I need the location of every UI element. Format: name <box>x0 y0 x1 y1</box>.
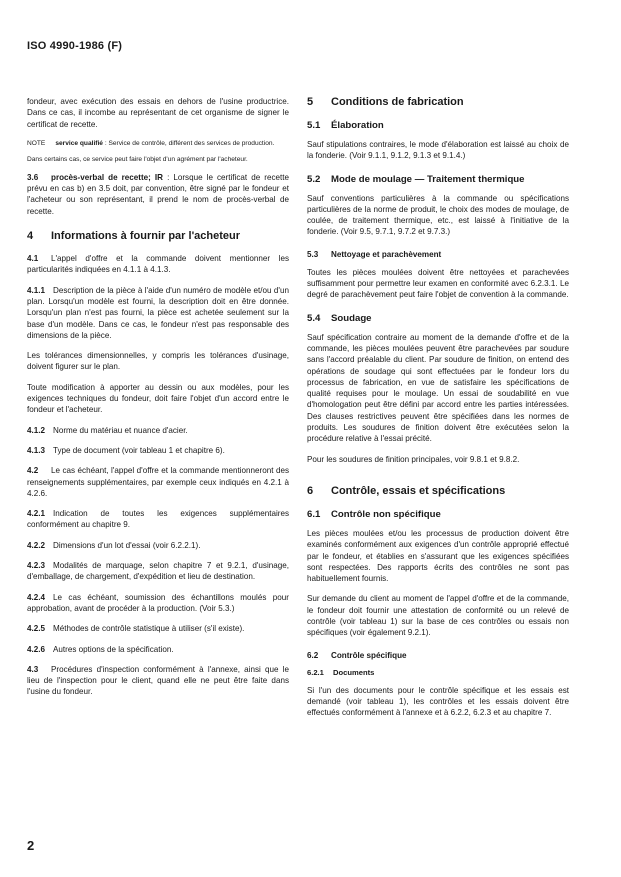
section-number: 6 <box>307 484 314 497</box>
right-column <box>307 96 569 728</box>
section-number: 5.1 <box>307 120 321 131</box>
clause-4-2-4 <box>27 592 289 615</box>
subsection-heading-5-3 <box>307 250 569 259</box>
paragraph-5-3: Toutes les pièces moulées doivent être nettoyées et parachevées suffisamment pour permettre leur examen en conformité avec 6.2.3.1. Le degré de parachèvement peut faire l'objet de convention à la commande. <box>307 267 569 300</box>
clause-text: Description de la pièce à l'aide d'un numéro de modèle et/ou d'un plan. Lorsqu'un modèle est fourni, la description doit en être donnée. Lorsqu'un plan n'est pas fourni, la pièce est achetée seulement sur la base d'un modèle. Dans ce cas, le fondeur n'est pas responsable des dimensions de la pièce. <box>27 285 289 340</box>
clause-text: Indication de toutes les exigences supplémentaires conformément au chapitre 9. <box>27 509 289 530</box>
note-term: service qualifié <box>55 139 103 147</box>
definition-text: : Lorsque le certificat de recette prévu en cas b) en 3.5 doit, par convention, être signé par le fondeur et l'acheteur ou son représentant, il prend le nom de procès-verbal de recette. <box>27 172 289 216</box>
clause-text: Méthodes de contrôle statistique à utiliser (s'il existe). <box>53 624 245 634</box>
note-agrement: Dans certains cas, ce service peut faire l'objet d'un agrément par l'acheteur. <box>27 156 248 164</box>
clause-number: 4.3 <box>27 664 39 674</box>
section-title: Mode de moulage — Traitement thermique <box>331 173 525 185</box>
clause-number: 4.2.4 <box>27 592 46 602</box>
section-title: Élaboration <box>331 120 384 131</box>
clause-4-1-1-modification: Toute modification à apporter au dessin ou aux modèles, pour les exigences techniques du fondeur, doit faire l'objet d'un accord entre le fondeur et l'acheteur. <box>27 382 289 415</box>
subsection-heading-5-2 <box>307 174 569 185</box>
paragraph-6-2-1: Si l'un des documents pour le contrôle spécifique et les essais est demandé (voir tableau 1), les contrôles et les essais doivent être effectués conformément à l'annexe et à 6.2.2, 6.2.3 et au chapitre 7. <box>307 685 569 718</box>
section-title: Soudage <box>331 312 372 324</box>
clause-4-1 <box>27 253 289 276</box>
clause-number: 4.1.3 <box>27 445 46 455</box>
section-number: 4 <box>27 230 34 243</box>
section-title: Nettoyage et parachèvement <box>331 249 442 259</box>
clause-number: 4.2.6 <box>27 644 46 654</box>
clause-number: 4.2.1 <box>27 509 46 519</box>
paragraph-6-1-demande: Sur demande du client au moment de l'appel d'offre et de la commande, le fondeur doit fournir une attestation de conformité ou un relevé de contrôle (voir tableau 1) sur la base de ces contrôles ou essais non spécifiques (voir également 9.2.1). <box>307 594 569 638</box>
section-heading-6 <box>307 485 569 497</box>
document-id-header: ISO 4990-1986 (F) <box>27 40 123 52</box>
section-number: 6.2 <box>307 650 319 660</box>
clause-text: Modalités de marquage, selon chapitre 7 et 9.2.1, d'usinage, d'emballage, de chargement, d'expédition et lieu de destination. <box>27 561 289 582</box>
clause-4-2-1 <box>27 508 289 531</box>
clause-number: 4.1 <box>27 254 39 264</box>
clause-number: 4.1.2 <box>27 425 46 435</box>
section-number: 5 <box>307 96 314 108</box>
clause-4-2-2 <box>27 540 289 551</box>
section-number: 6.1 <box>307 508 321 520</box>
section-title: Documents <box>333 667 375 677</box>
clause-text: Dimensions d'un lot d'essai (voir 6.2.2.1). <box>53 540 201 550</box>
subsection-heading-6-2-1 <box>307 668 569 677</box>
note-label: NOTE <box>27 139 46 147</box>
clause-number: 4.2 <box>27 466 39 476</box>
section-heading-4 <box>27 230 289 242</box>
section-number: 5.3 <box>307 249 319 259</box>
subsection-heading-6-1 <box>307 509 569 520</box>
clause-text: L'appel d'offre et la commande doivent mentionner les particularités indiquées en 4.1.1 à 4.1.3. <box>27 254 289 275</box>
paragraph-6-1: Les pièces moulées et/ou les processus de production doivent être examinés conformément aux exigences d'un contrôle approprié effectué par le fondeur, et établies en s'assurant que les exigences spécifiées sont respectées. Des rapports écrits des contrôles ne sont pas habituellement fournis. <box>307 528 569 584</box>
page-number: 2 <box>27 838 35 853</box>
paragraph-5-4: Sauf spécification contraire au moment de la demande d'offre et de la commande, les pièces moulées peuvent être parachevées par soudure sans l'accord préalable du client. Par soudure de finition, on entend des opérations de soudage qui sont effectuées par le fondeur lors du processus de fabrication, en vue de satisfaire les spécifications de qualité requises pour le moulage. Un essai de soudabilité en vue d'homologation peut être défini par accord entre les parties intéressées. Des clauses restrictives peuvent être spécifiées dans les normes de produits. Les soudures de finition doivent être exécutées selon la procédure relative à l'essai précité. <box>307 332 569 444</box>
clause-4-2 <box>27 465 289 499</box>
definition-term: procès-verbal de recette; IR <box>51 172 164 182</box>
paragraph-5-1: Sauf stipulations contraires, le mode d'élaboration est laissé au choix de la fonderie. (Voir 9.1.1, 9.1.2, 9.1.3 et 9.1.4.) <box>307 140 569 161</box>
clause-number: 4.1.1 <box>27 285 46 295</box>
clause-4-3 <box>27 664 289 698</box>
paragraph-continued: fondeur, avec exécution des essais en dehors de l'usine productrice. Dans ce cas, il incombe au représentant de cet organisme de signer le certificat de recette. <box>27 97 289 129</box>
clause-text: Le cas échéant, soumission des échantillons moulés pour approbation, avant de procéder à la production. (Voir 5.3.) <box>27 592 289 613</box>
clause-text: Procédures d'inspection conformément à l'annexe, ainsi que le lieu de l'inspection pour le client, quand elle ne peut être faite dans l'usine du fondeur. <box>27 664 289 697</box>
subsection-heading-6-2 <box>307 651 569 660</box>
section-number: 5.2 <box>307 173 321 185</box>
clause-text: Norme du matériau et nuance d'acier. <box>53 425 188 435</box>
note-text: : Service de contrôle, différent des services de production. <box>102 139 275 147</box>
paragraph-5-2: Sauf conventions particulières à la commande ou spécifications particulières de la norme de produit, le choix des modes de moulage, de coulée, de traitement thermique, etc., est laissé à l'initiative de la fonderie. (Voir 9.5, 9.7.1, 9.7.2 et 9.7.3.) <box>307 193 569 237</box>
clause-number: 4.2.3 <box>27 561 46 571</box>
paragraph-5-4-soudures: Pour les soudures de finition principales, voir 9.8.1 et 9.8.2. <box>307 454 520 464</box>
clause-4-1-2 <box>27 425 289 436</box>
section-heading-5 <box>307 96 569 108</box>
clause-text: Type de document (voir tableau 1 et chapitre 6). <box>53 445 225 455</box>
clause-text: Autres options de la spécification. <box>53 644 174 654</box>
left-column <box>27 96 289 707</box>
note-service-qualifie <box>27 139 289 149</box>
clause-number: 4.2.2 <box>27 540 46 550</box>
clause-4-2-5 <box>27 623 289 634</box>
clause-number: 4.2.5 <box>27 624 46 634</box>
clause-4-1-1-tolerances: Les tolérances dimensionnelles, y compris les tolérances d'usinage, doivent figurer sur le plan. <box>27 351 289 372</box>
section-title: Contrôle spécifique <box>331 650 407 660</box>
clause-number: 3.6 <box>27 172 39 182</box>
subsection-heading-5-1 <box>307 120 569 131</box>
section-number: 6.2.1 <box>307 667 324 677</box>
section-title: Informations à fournir par l'acheteur <box>51 230 241 243</box>
clause-text: Le cas échéant, l'appel d'offre et la commande mentionneront des renseignements supplémentaires, par exemple ceux indiqués en 4.2.1 à 4.2.6. <box>27 466 289 498</box>
clause-4-1-1 <box>27 285 289 341</box>
section-number: 5.4 <box>307 312 321 324</box>
definition-3-6 <box>27 172 289 217</box>
subsection-heading-5-4 <box>307 313 569 324</box>
clause-4-2-6 <box>27 644 289 655</box>
section-title: Conditions de fabrication <box>331 96 464 108</box>
section-title: Contrôle, essais et spécifications <box>331 484 506 497</box>
clause-4-2-3 <box>27 560 289 583</box>
clause-4-1-3 <box>27 445 289 456</box>
section-title: Contrôle non spécifique <box>331 508 441 520</box>
